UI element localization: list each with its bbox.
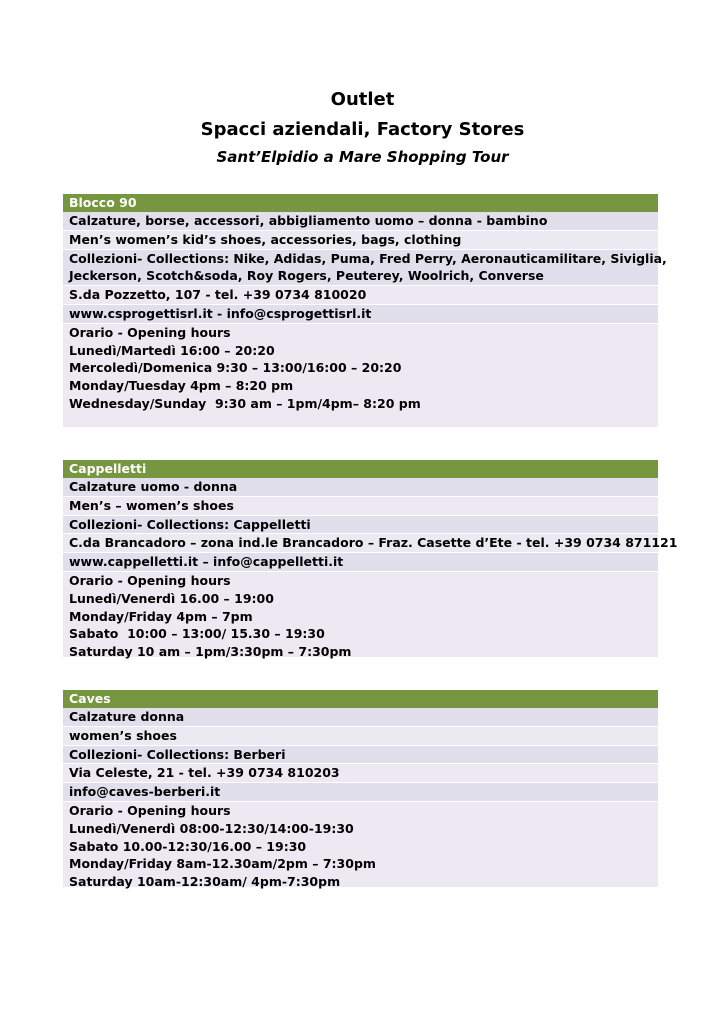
document-subtitle: Spacci aziendali, Factory Stores — [200, 119, 525, 140]
store-hours-line: Lunedì/Martedì 16:00 – 20:20 — [69, 342, 275, 358]
store-details — [63, 212, 667, 427]
store-hours-heading: Orario - Opening hours — [69, 572, 231, 588]
store-hours-heading: Orario - Opening hours — [69, 802, 231, 818]
store-categories: Calzature, borse, accessori, abbigliamento uomo – donna - bambino — [63, 212, 658, 231]
store-hours-line: Monday/Friday 4pm – 7pm — [69, 608, 253, 624]
store-name: Caves — [63, 690, 658, 708]
store-details — [63, 708, 658, 890]
store-hours-line: Monday/Friday 8am-12.30am/2pm – 7:30pm — [69, 856, 376, 872]
store-collections: Collezioni- Collections: Cappelletti — [63, 516, 658, 535]
store-hours-line: Sabato 10:00 – 13:00/ 15.30 – 19:30 — [69, 626, 325, 642]
store-address: Via Celeste, 21 - tel. +39 0734 810203 — [63, 764, 658, 783]
store-name: Cappelletti — [63, 460, 658, 478]
store-card-blocco-90 — [63, 194, 667, 427]
store-card-caves — [63, 690, 658, 890]
store-name: Blocco 90 — [63, 194, 658, 212]
store-web-email[interactable]: www.cappelletti.it – info@cappelletti.it — [63, 553, 658, 572]
store-hours-line: Mercoledì/Domenica 9:30 – 13:00/16:00 – 20:20 — [69, 360, 402, 376]
store-web-email[interactable]: www.csprogettisrl.it - info@csprogettisrl.it — [63, 305, 658, 324]
store-hours-line: Sabato 10.00-12:30/16.00 – 19:30 — [69, 838, 307, 854]
store-hours-line: Lunedì/Venerdì 16.00 – 19:00 — [69, 590, 274, 606]
store-address: S.da Pozzetto, 107 - tel. +39 0734 810020 — [63, 286, 658, 305]
store-card-cappelletti — [63, 460, 678, 660]
document-title-block — [0, 88, 725, 168]
document-title: Outlet — [330, 89, 395, 110]
store-categories: Calzature uomo - donna — [63, 478, 658, 497]
store-categories-en: Men’s women’s kid’s shoes, accessories, bags, clothing — [63, 231, 658, 250]
store-hours-line: Wednesday/Sunday 9:30 am – 1pm/4pm– 8:20 pm — [69, 395, 421, 411]
store-email[interactable]: info@caves-berberi.it — [63, 783, 658, 802]
store-categories-en: Men’s – women’s shoes — [63, 497, 658, 516]
store-hours-line: Monday/Tuesday 4pm – 8:20 pm — [69, 378, 294, 394]
store-hours-line: Lunedì/Venerdì 08:00-12:30/14:00-19:30 — [69, 820, 354, 836]
store-address: C.da Brancadoro – zona ind.le Brancadoro – Fraz. Casette d’Ete - tel. +39 0734 871121 — [63, 534, 658, 553]
store-categories-en: women’s shoes — [63, 727, 658, 746]
store-hours-line: Saturday 10 am – 1pm/3:30pm – 7:30pm — [69, 644, 352, 660]
document-tour-title: Sant’Elpidio a Mare Shopping Tour — [216, 148, 509, 166]
store-collections: Collezioni- Collections: Berberi — [63, 746, 658, 765]
store-hours-line: Saturday 10am-12:30am/ 4pm-7:30pm — [69, 874, 341, 890]
store-categories: Calzature donna — [63, 708, 658, 727]
store-collections: Collezioni- Collections: Nike, Adidas, Puma, Fred Perry, Aeronauticamilitare, Siviglia, — [63, 250, 658, 268]
store-details — [63, 478, 678, 660]
store-collections-cont: Jeckerson, Scotch&soda, Roy Rogers, Peuterey, Woolrich, Converse — [63, 267, 658, 286]
store-hours-heading: Orario - Opening hours — [69, 324, 231, 340]
